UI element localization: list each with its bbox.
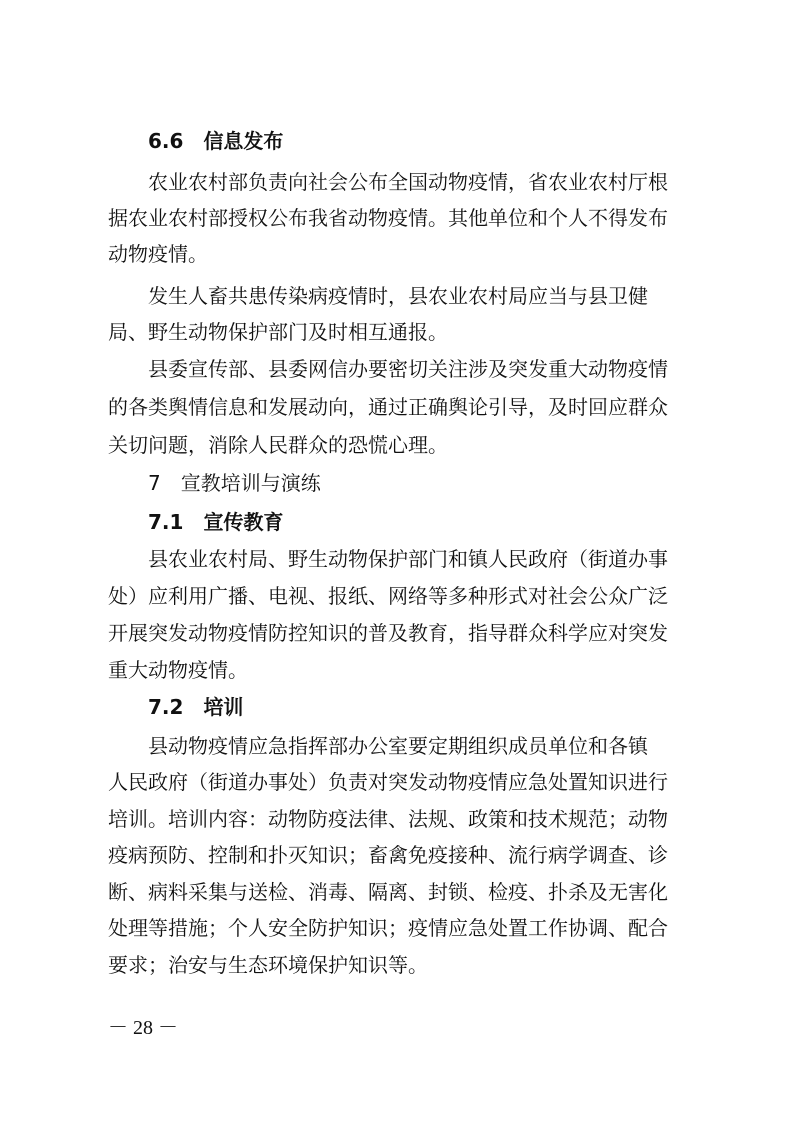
paragraph-line: 农业农村部负责向社会公布全国动物疫情，省农业农村厅根 <box>148 170 668 194</box>
section-heading-7 <box>148 471 748 495</box>
paragraph-line: 人民政府（街道办事处）负责对突发动物疫情应急处置知识进行 <box>108 770 668 794</box>
paragraph-line: 发生人畜共患传染病疫情时，县农业农村局应当与县卫健 <box>148 284 648 308</box>
paragraph-line: 处理等措施；个人安全防护知识；疫情应急处置工作协调、配合 <box>108 916 668 940</box>
paragraph-line: 重大动物疫情。 <box>108 658 248 682</box>
paragraph-line: 培训。培训内容：动物防疫法律、法规、政策和技术规范；动物 <box>108 807 668 831</box>
section-heading-6-6 <box>148 129 748 153</box>
section-title: 培训 <box>203 695 244 719</box>
paragraph-line: 开展突发动物疫情防控知识的普及教育，指导群众科学应对突发 <box>108 621 668 645</box>
section-heading-7-2 <box>148 695 748 719</box>
paragraph-line: 据农业农村部授权公布我省动物疫情。其他单位和个人不得发布 <box>108 206 668 230</box>
paragraph-line: 要求；治安与生态环境保护知识等。 <box>108 953 428 977</box>
paragraph-line: 疫病预防、控制和扑灭知识；畜禽免疫接种、流行病学调查、诊 <box>108 843 668 867</box>
paragraph-line: 关切问题，消除人民群众的恐慌心理。 <box>108 433 448 457</box>
paragraph-line: 动物疫情。 <box>108 242 208 266</box>
section-heading-7-1 <box>148 510 748 534</box>
section-number: 7 <box>148 471 161 495</box>
section-title: 宣教培训与演练 <box>180 471 321 495</box>
paragraph-line: 县委宣传部、县委网信办要密切关注涉及突发重大动物疫情 <box>148 357 668 381</box>
section-title: 信息发布 <box>203 129 284 153</box>
page-number: － 28 － <box>108 1017 178 1039</box>
paragraph-line: 断、病料采集与送检、消毒、隔离、封锁、检疫、扑杀及无害化 <box>108 880 668 904</box>
paragraph-line: 处）应利用广播、电视、报纸、网络等多种形式对社会公众广泛 <box>108 584 668 608</box>
section-number: 7.2 <box>148 695 184 719</box>
paragraph-line: 县农业农村局、野生动物保护部门和镇人民政府（街道办事 <box>148 547 668 571</box>
paragraph-line: 局、野生动物保护部门及时相互通报。 <box>108 320 448 344</box>
section-title: 宣传教育 <box>203 510 284 534</box>
paragraph-line: 的各类舆情信息和发展动向，通过正确舆论引导，及时回应群众 <box>108 395 668 419</box>
section-number: 6.6 <box>148 129 184 153</box>
section-number: 7.1 <box>148 510 184 534</box>
paragraph-line: 县动物疫情应急指挥部办公室要定期组织成员单位和各镇 <box>148 734 648 758</box>
